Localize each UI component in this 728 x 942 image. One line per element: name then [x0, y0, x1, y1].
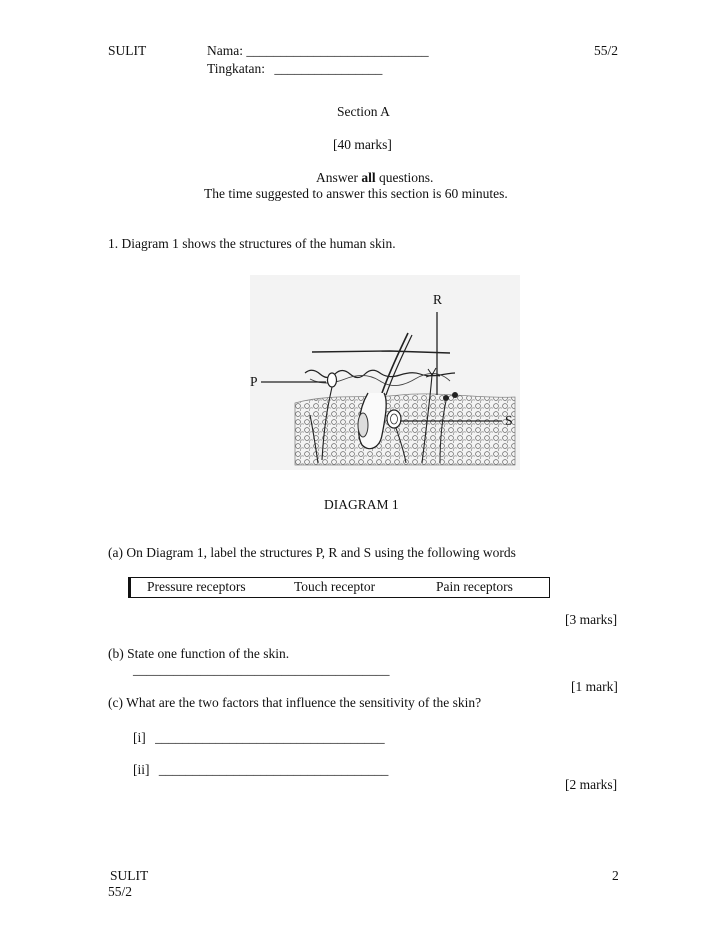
- question-1-intro: 1. Diagram 1 shows the structures of the human skin.: [108, 236, 396, 251]
- footer-code: 55/2: [108, 884, 133, 899]
- section-time: The time suggested to answer this section is 60 minutes.: [204, 186, 508, 201]
- question-a-text: (a) On Diagram 1, label the structures P, R and S using the following words: [108, 545, 516, 560]
- question-c-text: (c) What are the two factors that influence the sensitivity of the skin?: [108, 695, 482, 710]
- question-c-ii-label: [ii]: [133, 762, 150, 777]
- diagram-label-s: S: [505, 413, 513, 428]
- section-title: Section A: [337, 104, 390, 119]
- question-c-ii: [133, 762, 388, 778]
- touch-receptor-shape: [328, 373, 337, 387]
- hair-bulb: [358, 413, 368, 437]
- skin-diagram: [250, 275, 520, 470]
- instruction-pre: Answer: [316, 170, 362, 185]
- question-b-text: (b) State one function of the skin.: [108, 646, 290, 661]
- word-pressure-receptors: Pressure receptors: [147, 579, 246, 594]
- question-a-marks: [3 marks]: [565, 612, 618, 627]
- question-b-answer-line[interactable]: ______________________________________: [133, 662, 390, 677]
- word-touch-receptor: Touch receptor: [294, 579, 376, 594]
- word-bank: [128, 577, 550, 598]
- receptor-dot-1: [443, 395, 449, 401]
- question-b-marks: [1 mark]: [571, 679, 618, 694]
- instruction-bold: all: [361, 170, 376, 185]
- header-sulit: SULIT: [108, 43, 147, 58]
- form-label-text: Tingkatan:: [207, 61, 266, 76]
- diagram-caption: DIAGRAM 1: [324, 497, 399, 512]
- name-blank[interactable]: ___________________________: [246, 43, 429, 58]
- footer-sulit: SULIT: [110, 868, 149, 883]
- question-c-ii-answer-line[interactable]: __________________________________: [158, 762, 389, 777]
- name-label: [207, 43, 429, 59]
- section-marks: [40 marks]: [333, 137, 392, 152]
- question-c-marks: [2 marks]: [565, 777, 618, 792]
- page-number: 2: [612, 868, 619, 883]
- receptor-dot-2: [452, 392, 458, 398]
- pressure-receptor-shape: [387, 410, 401, 428]
- word-pain-receptors: Pain receptors: [436, 579, 513, 594]
- question-c-i-answer-line[interactable]: __________________________________: [155, 730, 385, 745]
- form-label: [207, 61, 382, 77]
- name-label-text: Nama:: [207, 43, 243, 58]
- instruction-post: questions.: [375, 170, 434, 185]
- diagram-label-p: P: [250, 374, 258, 389]
- question-c-i-label: [i]: [133, 730, 146, 745]
- section-instruction: [316, 170, 433, 186]
- header-code: 55/2: [594, 43, 619, 58]
- form-blank[interactable]: ________________: [274, 61, 383, 76]
- diagram-label-r: R: [433, 292, 443, 307]
- question-c-i: [133, 730, 385, 746]
